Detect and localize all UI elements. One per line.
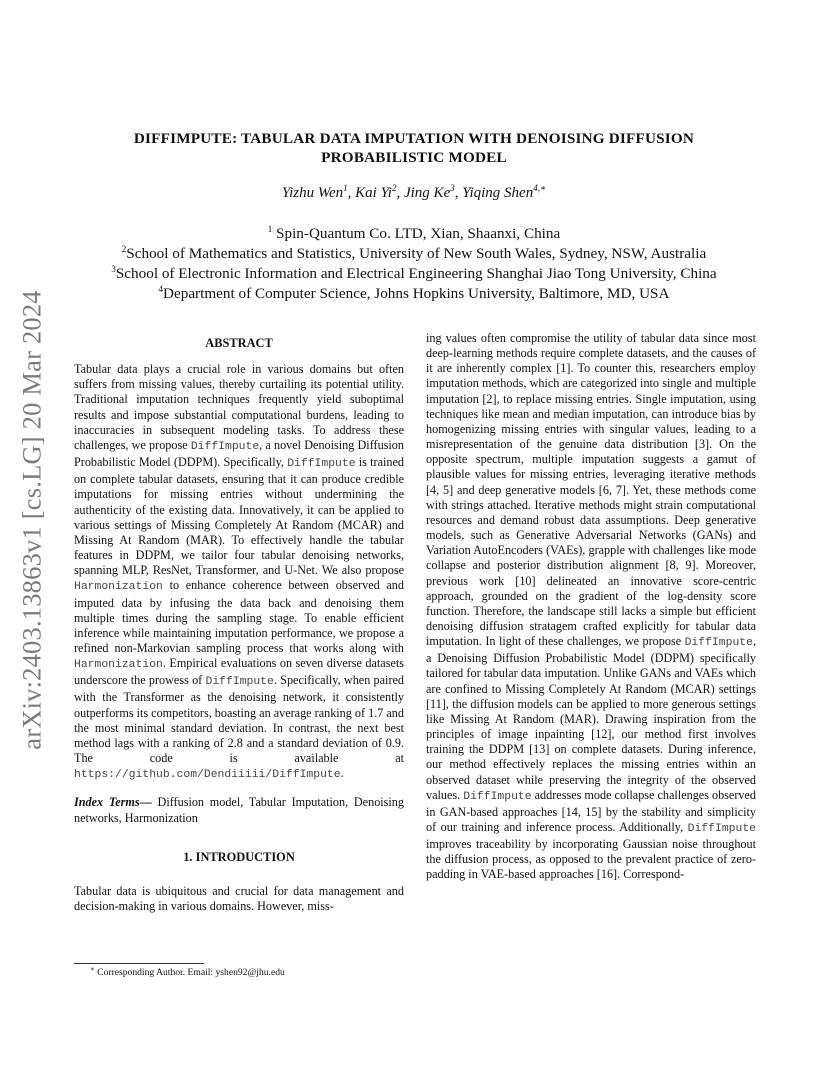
code-url-link[interactable]: https://github.com/Dendiiiii/DiffImpute: [74, 769, 341, 782]
author-separator: ,: [396, 185, 404, 201]
method-name: DiffImpute: [463, 790, 532, 803]
paper-title: [74, 129, 754, 167]
abstract-text: . Empirical evaluations on seven diverse datasets underscore the prowess of: [74, 656, 404, 688]
footnote-divider: [74, 963, 204, 964]
affiliation-list: [74, 224, 754, 304]
introduction-heading: 1. INTRODUCTION: [183, 849, 295, 864]
index-terms-label: Index Terms—: [74, 795, 152, 810]
footnote-text: Corresponding Author. Email: yshen92@jhu.edu: [97, 967, 285, 978]
abstract-text: .: [340, 766, 344, 781]
intro-text: , a Denoising Diffusion Probabilistic Model (DDPM) specifically tailored for tabular data imputation. Unlike GANs and VAEs which are confined to Missing Completely At Random (MCAR) settings [11], the diffusion models can be applied to more generous settings like Missing At Random (MAR). Drawing inspiration from the principles of image inpainting [12], our method first involves training the DDPM [13] on complete datasets. During inference, our method effectively replaces the missing entries within an observed dataset while preserving the integrity of the observed values.: [426, 634, 756, 802]
affiliation-mark: 1: [267, 224, 273, 234]
abstract-heading: ABSTRACT: [205, 336, 273, 350]
title-line-1: DIFFIMPUTE: TABULAR DATA IMPUTATION WITH DENOISING DIFFUSION: [133, 130, 695, 147]
affiliation-text: Department of Computer Science, Johns Hopkins University, Baltimore, MD, USA: [163, 285, 670, 302]
author-separator: ,: [454, 185, 463, 201]
left-column: [74, 336, 404, 914]
affiliation-mark: 4: [158, 284, 164, 294]
abstract-text: . Specifically, when paired with the Transformer as the denoising network, it consistently outperforms its competitors, boasting an average ranking of 1.7 and the most minimal standard deviation. In contrast, the next best method lags with a ranking of 2.8 and a standard deviation of 0.9. The code is available at: [74, 673, 404, 766]
harmonization-name: Harmonization: [74, 659, 163, 672]
author-name: Kai Yi: [355, 185, 392, 201]
affiliation-item: [74, 224, 754, 244]
author-list: [74, 185, 754, 202]
intro-text: ing values often compromise the utility of tabular data since most deep-learning methods require complete datasets, and the causes of it are inherently complex [1]. To counter this, researchers employ imputation methods, which are categorized into single and multiple imputation [2], to replace missing entries. Single imputation, using techniques like mean and median imputation, can introduce bias by homogenizing missing entries with singular values, leading to a misrepresentation of the genuine data distribution [3]. On the opposite spectrum, multiple imputation suggests a gamut of plausible values for missing entries, leveraging iterative methods [4, 5] and deep generative models [6, 7]. Yet, these methods come with strings attached. Iterative methods might strain computational resources and demand robust data assumptions. Deep generative models, such as Generative Adversarial Networks (GANs) and Variation AutoEncoders (VAEs), grapple with challenges like mode collapse and posterior distribution alignment [8, 9]. Moreover, previous work [10] delineated an innovative score-centric approach, grounded on the gradient of the log-density score function. Therefore, the landscape still lacks a simple but efficient denoising diffusion stratagem crafted explicitly for tabular data imputation. In light of these challenges, we propose: [426, 331, 756, 649]
author-mark: 3: [450, 183, 455, 193]
method-name: DiffImpute: [205, 676, 274, 689]
author-mark: 1: [343, 183, 348, 193]
affiliation-mark: 2: [121, 244, 127, 254]
abstract-text: , a novel Denoising Diffusion Probabilistic Model (DDPM). Specifically,: [74, 437, 404, 470]
intro-paragraph-right: [426, 331, 756, 883]
affiliation-item: [74, 284, 754, 304]
method-name: DiffImpute: [684, 637, 753, 650]
method-name: DiffImpute: [287, 458, 356, 471]
author-mark: 2: [391, 183, 397, 193]
intro-text: improves traceability by incorporating Gaussian noise throughout the diffusion process, as opposed to the prevalent practice of zero-padding in VAE-based approaches [16]. Correspond-: [426, 837, 756, 882]
arxiv-identifier-stamp: [12, 280, 52, 760]
right-column: [426, 331, 756, 883]
arxiv-stamp-text: arXiv:2403.13863v1 [cs.LG] 20 Mar 2024: [16, 290, 47, 750]
author-name: Jing Ke: [403, 185, 451, 201]
author-name: Yizhu Wen: [281, 185, 344, 201]
intro-paragraph-left: Tabular data is ubiquitous and crucial for data management and decision-making in various domains. However, miss-: [74, 883, 404, 913]
abstract-text: Tabular data plays a crucial role in various domains but often suffers from missing values, thereby curtailing its potential utility. Traditional imputation techniques frequently yield suboptimal results and impose substantial computational burdens, leading to inaccuracies in subsequent modeling tasks. To address these challenges, we propose: [74, 362, 404, 452]
footnote: [90, 967, 285, 978]
affiliation-item: [74, 264, 754, 284]
index-terms-text: Diffusion model, Tabular Imputation, Denoising networks, Harmonization: [74, 795, 404, 825]
harmonization-name: Harmonization: [74, 581, 163, 594]
footnote-mark: ∗: [90, 965, 95, 973]
author-separator: ,: [347, 185, 356, 201]
abstract-text: is trained on complete tabular datasets, ensuring that it can produce credible imputations for missing entries without undermining the authenticity of the existing data. Innovatively, it can be applied to various settings of Missing Completely At Random (MCAR) and Missing At Random (MAR). To effectively handle the tabular features in DDPM, we tailor four tabular denoising networks, spanning MLP, ResNet, Transformer, and U-Net. We also propose: [74, 455, 404, 578]
affiliation-item: [74, 244, 754, 264]
method-name: DiffImpute: [190, 440, 260, 453]
intro-text: addresses mode collapse challenges observed in GAN-based approaches [14, 15] by the stability and simplicity of our training and inference process. Additionally,: [426, 787, 756, 834]
affiliation-mark: 3: [111, 264, 116, 274]
title-line-2: PROBABILISTIC MODEL: [321, 149, 507, 166]
index-terms: [74, 795, 404, 825]
author-name: Yiqing Shen: [462, 185, 534, 201]
affiliation-text: School of Mathematics and Statistics, University of New South Wales, Sydney, NSW, Australia: [126, 245, 707, 262]
abstract-text: to enhance coherence between observed and imputed data by infusing the data back and denoising them multiple times during the sampling stage. To enable efficient inference while maintaining imputation performance, we propose a refined non-Markovian sampling process that works along with: [74, 578, 404, 655]
affiliation-text: School of Electronic Information and Electrical Engineering Shanghai Jiao Tong University, China: [115, 265, 717, 282]
author-mark: 4,∗: [533, 183, 547, 193]
abstract-paragraph: [74, 362, 404, 783]
method-name: DiffImpute: [687, 823, 756, 835]
affiliation-text: Spin-Quantum Co. LTD, Xian, Shaanxi, China: [272, 225, 561, 242]
